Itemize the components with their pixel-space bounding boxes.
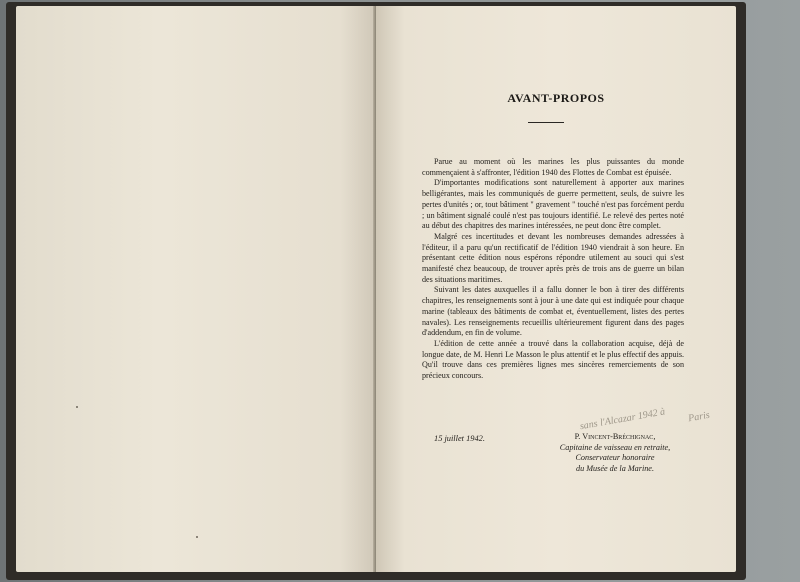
paragraph: L'édition de cette année a trouvé dans la collaboration acquise, déjà de longue date, de M. Henri Le Masson le plus attentif et le plus effectif des appuis. Qu'il trouve dans ces premières lignes mes sincères remerciements de son précieux concours. <box>422 338 684 381</box>
paragraph: Malgré ces incertitudes et devant les nombreuses demandes adressées à l'éditeur, il a paru qu'un rectificatif de l'édition 1940 viendrait à son heure. En présentant cette édition nous espérons répondre utilement au souci qui s'est manifesté chez beaucoup, de trouver après près de trois ans de guerre un bilan des situations maritimes. <box>422 231 684 284</box>
left-page-blank <box>16 6 376 572</box>
paper-speck <box>76 406 78 408</box>
title-rule <box>528 122 564 123</box>
paragraph: Suivant les dates auxquelles il a fallu donner le bon à tirer des différents chapitres, les renseignements sont à jour à une date qui est indiquée pour chaque marine (tableaux des bâtiments de combat et, éventuellement, listes des pertes navales). Les renseignements recueillis ultérieurement figurent dans des pages d'addendum, en fin de volume. <box>422 285 684 338</box>
pencil-line: Paris <box>687 409 711 425</box>
date-line: 15 juillet 1942. <box>434 434 485 443</box>
paragraph: Parue au moment où les marines les plus puissantes du monde commençaient à s'affronter, l'édition 1940 des Flottes de Combat est épuisée. <box>422 157 684 177</box>
signature-name: P. Vincent-Bréchignac, <box>574 432 656 441</box>
paper-speck <box>196 536 198 538</box>
pencil-line: sans l'Alcazar 1942 à <box>579 406 666 433</box>
signature-role: Conservateur honoraire <box>575 453 655 463</box>
paragraph: D'importantes modifications sont naturellement à apporter aux marines belligérantes, mais les communiqués de guerre permettent, seuls, de suivre les pertes d'unités ; or, tout bâtiment " gravement " touché n'est pas forcément perdu ; un bâtiment signalé coulé n'est pas toujours identifié. Le relevé des pertes noté au début des chapitres des marines intéressées, ne peut donc être complet. <box>422 178 684 231</box>
page-title: AVANT-PROPOS <box>507 91 605 105</box>
signature-role: Capitaine de vaisseau en retraite, <box>559 442 671 452</box>
open-book <box>6 2 746 580</box>
signature-block <box>544 432 686 474</box>
foreword-text <box>422 157 684 382</box>
right-page <box>376 6 736 572</box>
signature-role: du Musée de la Marine. <box>576 463 654 473</box>
